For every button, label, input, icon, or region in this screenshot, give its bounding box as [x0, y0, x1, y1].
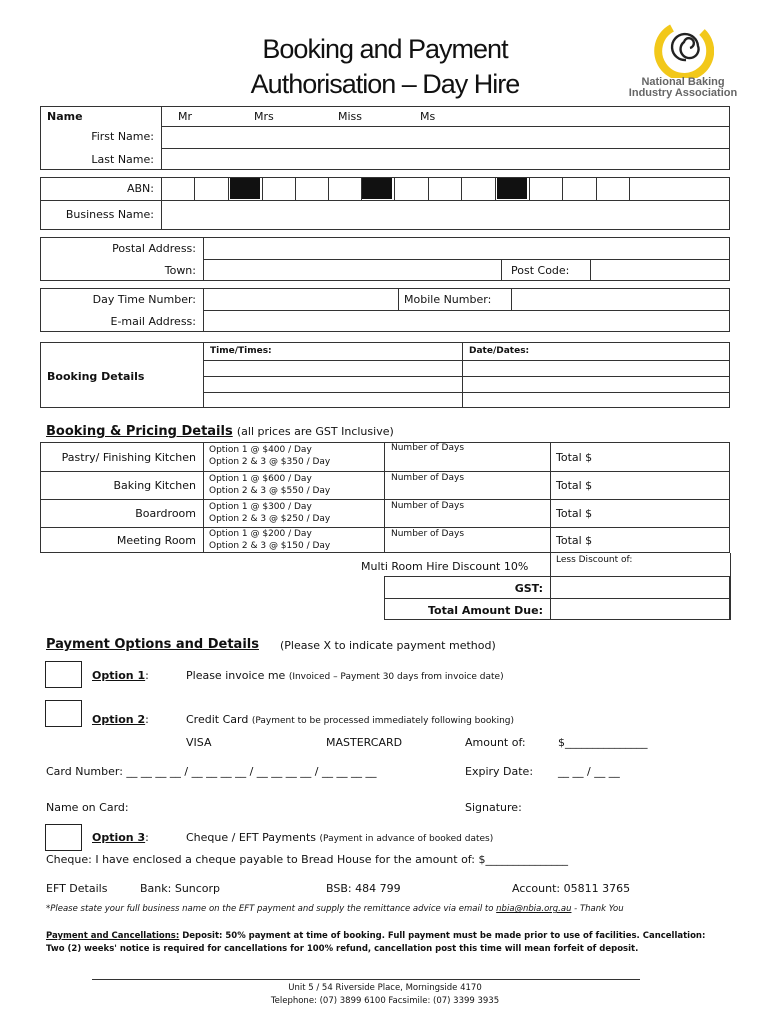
title-miss[interactable]: Miss	[338, 110, 363, 123]
daytime-number-field[interactable]	[204, 289, 397, 309]
time-field[interactable]	[204, 361, 461, 407]
town-field[interactable]	[204, 260, 500, 280]
room-days-label: Number of Days	[391, 473, 465, 483]
option1-note: (Invoiced – Payment 30 days from invoice date)	[288, 672, 504, 682]
eft-label: EFT Details	[46, 882, 108, 895]
option3-checkbox[interactable]	[45, 824, 82, 851]
postal-address-label: Postal Address:	[112, 242, 196, 255]
amount-field[interactable]: $_______________	[558, 736, 648, 749]
town-label: Town:	[164, 264, 196, 277]
room-option2: Option 2 & 3 @ $150 / Day	[209, 541, 331, 551]
first-name-label: First Name:	[91, 130, 154, 143]
option3-text-wrap	[186, 831, 493, 844]
form-title-line2: Authorisation – Day Hire	[250, 69, 520, 99]
discount-label: Multi Room Hire Discount 10%	[361, 560, 529, 573]
expiry-label: Expiry Date:	[465, 765, 534, 778]
date-field[interactable]	[463, 361, 729, 407]
postcode-field[interactable]	[591, 260, 729, 280]
logo-line2: Industry Association	[628, 87, 738, 99]
amount-label: Amount of:	[465, 736, 526, 749]
eft-note-end: - Thank You	[571, 904, 624, 914]
name-label: Name	[47, 110, 83, 123]
booking-details-label: Booking Details	[47, 370, 145, 383]
payment-heading-note: (Please X to indicate payment method)	[280, 639, 496, 652]
mastercard-option[interactable]: MASTERCARD	[326, 736, 403, 749]
expiry-field[interactable]: __ __ / __ __	[558, 765, 620, 778]
option2-note: (Payment to be processed immediately following booking)	[251, 716, 515, 726]
title-mr[interactable]: Mr	[178, 110, 193, 123]
total-due-label: Total Amount Due:	[428, 604, 543, 617]
room-total-label: Total $	[556, 507, 593, 520]
name-on-card-label: Name on Card:	[46, 801, 129, 814]
mobile-number-label: Mobile Number:	[404, 293, 492, 306]
option3-note: (Payment in advance of booked dates)	[319, 834, 494, 844]
option1-label-wrap: Option 1:	[92, 669, 149, 682]
footer-phone: Telephone: (07) 3899 6100 Facsimile: (07) 3399 3935	[270, 996, 500, 1006]
room-option2: Option 2 & 3 @ $550 / Day	[209, 486, 331, 496]
pricing-heading	[46, 424, 394, 439]
nbia-logo-icon	[652, 20, 714, 78]
eft-email-link[interactable]: nbia@nbia.org.au	[496, 904, 572, 914]
business-name-field[interactable]	[162, 201, 729, 229]
room-days-label: Number of Days	[391, 443, 465, 453]
eft-account: Account: 05811 3765	[512, 882, 631, 895]
option2-label-wrap: Option 2:	[92, 713, 149, 726]
postal-address-field[interactable]	[204, 238, 729, 258]
title-mrs[interactable]: Mrs	[254, 110, 274, 123]
email-label: E-mail Address:	[110, 315, 196, 328]
option1-text-wrap	[186, 669, 504, 682]
eft-note	[46, 904, 624, 914]
card-number-field[interactable]: Card Number: __ __ __ __ / __ __ __ __ / __ __ __ __ / __ __ __ __	[46, 765, 377, 778]
date-header: Date/Dates:	[469, 346, 530, 356]
payment-heading: Payment Options and Details	[46, 637, 259, 652]
eft-bank: Bank: Suncorp	[140, 882, 221, 895]
form-title-line1: Booking and Payment	[262, 34, 508, 64]
room-option1: Option 1 @ $400 / Day	[209, 445, 312, 455]
time-header: Time/Times:	[210, 346, 272, 356]
signature-label: Signature:	[465, 801, 522, 814]
terms-text1: Deposit: 50% payment at time of booking. Full payment must be made prior to use of facilities. Cancellation:	[179, 931, 706, 941]
mobile-number-field[interactable]	[512, 289, 729, 309]
room-total-label: Total $	[556, 479, 593, 492]
room-total-label: Total $	[556, 534, 593, 547]
less-discount-label: Less Discount of:	[556, 555, 633, 565]
last-name-field[interactable]	[162, 149, 729, 169]
abn-field[interactable]	[162, 177, 630, 200]
room-days-label: Number of Days	[391, 501, 465, 511]
gst-label: GST:	[514, 582, 543, 595]
room-name: Boardroom	[135, 507, 196, 520]
logo-line1: National Baking	[641, 76, 725, 88]
daytime-number-label: Day Time Number:	[92, 293, 196, 306]
option3-label-wrap: Option 3:	[92, 831, 149, 844]
room-option1: Option 1 @ $300 / Day	[209, 502, 312, 512]
room-option2: Option 2 & 3 @ $350 / Day	[209, 457, 331, 467]
first-name-field[interactable]	[162, 127, 729, 147]
room-name: Baking Kitchen	[113, 479, 196, 492]
abn-label: ABN:	[126, 182, 154, 195]
footer-address: Unit 5 / 54 Riverside Place, Morningside 4170	[288, 983, 482, 993]
option3-text: Cheque / EFT Payments	[186, 831, 317, 844]
postcode-label: Post Code:	[511, 264, 570, 277]
option2-text-wrap	[186, 713, 514, 726]
option1-checkbox[interactable]	[45, 661, 82, 688]
cheque-line[interactable]: Cheque: I have enclosed a cheque payable to Bread House for the amount of: $_______________	[46, 853, 568, 866]
room-name: Pastry/ Finishing Kitchen	[61, 451, 196, 464]
option2-label: Option 2	[92, 713, 146, 726]
gst-field[interactable]	[551, 577, 729, 597]
total-due-field[interactable]	[551, 599, 729, 619]
visa-option[interactable]: VISA	[186, 736, 212, 749]
email-field[interactable]	[204, 311, 729, 331]
title-ms[interactable]: Ms	[420, 110, 436, 123]
option2-checkbox[interactable]	[45, 700, 82, 727]
option1-text: Please invoice me	[186, 669, 286, 682]
room-name: Meeting Room	[116, 534, 196, 547]
eft-note-text: *Please state your full business name on the EFT payment and supply the remittance advice via email to	[46, 904, 497, 914]
pricing-heading-note: (all prices are GST Inclusive)	[236, 425, 394, 438]
footer-divider	[92, 979, 640, 980]
option1-label: Option 1	[92, 669, 146, 682]
pricing-heading-title: Booking & Pricing Details	[46, 424, 233, 439]
terms-line2: Two (2) weeks' notice is required for cancellations for 100% refund, cancellation post this time will mean forfeit of deposit.	[46, 944, 639, 954]
eft-bsb: BSB: 484 799	[326, 882, 401, 895]
room-days-label: Number of Days	[391, 529, 465, 539]
terms-block	[46, 930, 736, 956]
room-option1: Option 1 @ $600 / Day	[209, 474, 312, 484]
room-option2: Option 2 & 3 @ $250 / Day	[209, 514, 331, 524]
room-total-label: Total $	[556, 451, 593, 464]
room-option1: Option 1 @ $200 / Day	[209, 529, 312, 539]
terms-heading: Payment and Cancellations:	[46, 931, 180, 941]
option3-label: Option 3	[92, 831, 146, 844]
last-name-label: Last Name:	[91, 153, 154, 166]
business-name-label: Business Name:	[65, 208, 154, 221]
option2-text: Credit Card	[186, 713, 249, 726]
terms-line1	[46, 930, 736, 943]
